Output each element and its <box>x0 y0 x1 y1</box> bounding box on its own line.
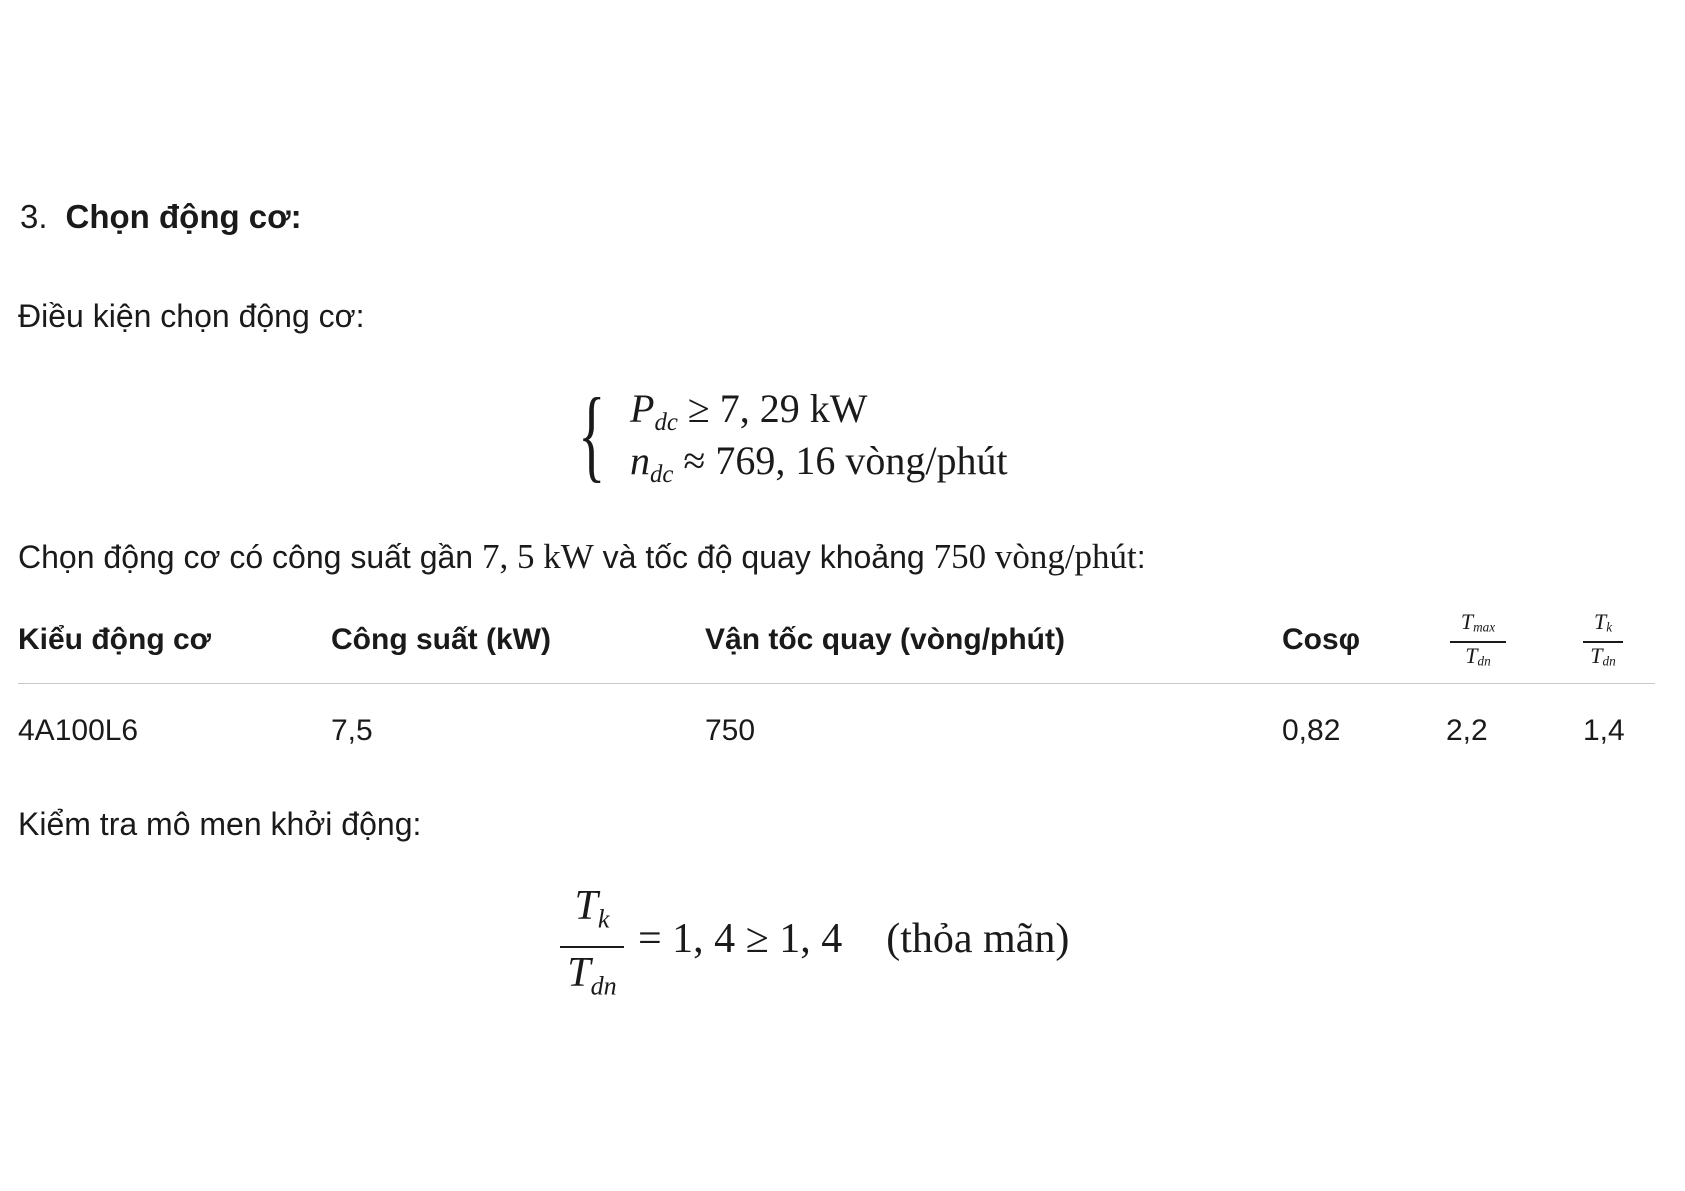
cell-tk-ratio: 1,4 <box>1583 714 1625 747</box>
cell-speed: 750 <box>705 714 756 747</box>
torque-fraction: $T_k$ $T_{dn}$ <box>560 885 624 1008</box>
choose-motor-text: Chọn động cơ có công suất gần 7, 5 kW và tốc độ quay khoảng 750 vòng/phút: <box>18 537 1146 576</box>
torque-expression: = 1, 4 ≥ 1, 4 (thỏa mãn) <box>638 916 1070 962</box>
torque-note: (thỏa mãn) <box>886 916 1070 962</box>
section-heading <box>20 198 302 236</box>
condition-power: $P_{dc} \ge 7$, 29 kW <box>630 386 868 436</box>
power-value: 7, 5 kW <box>481 537 594 576</box>
left-brace: { <box>578 377 606 492</box>
cell-power: 7,5 <box>331 714 373 747</box>
check-intro: Kiểm tra mô men khởi động: <box>18 806 422 842</box>
header-tk-ratio: Tk Tdn <box>1583 610 1623 673</box>
section-title: Chọn động cơ: <box>65 198 302 235</box>
header-power: Công suất (kW) <box>331 623 551 656</box>
table-divider <box>18 683 1655 684</box>
conditions-intro: Điều kiện chọn động cơ: <box>18 298 365 334</box>
cell-cos: 0,82 <box>1282 714 1341 747</box>
header-cos: Cosφ <box>1282 623 1361 656</box>
cell-model: 4A100L6 <box>18 714 139 747</box>
cell-tmax-ratio: 2,2 <box>1446 714 1488 747</box>
header-tmax-ratio: Tmax Tdn <box>1450 610 1506 673</box>
header-model: Kiểu động cơ <box>18 623 211 656</box>
section-number: 3. <box>20 198 48 235</box>
header-speed: Vận tốc quay (vòng/phút) <box>705 623 1065 656</box>
speed-value: 750 vòng/phút <box>933 537 1137 576</box>
condition-speed: $n_{dc} \approx 769$, 16 vòng/phút <box>630 438 1008 488</box>
